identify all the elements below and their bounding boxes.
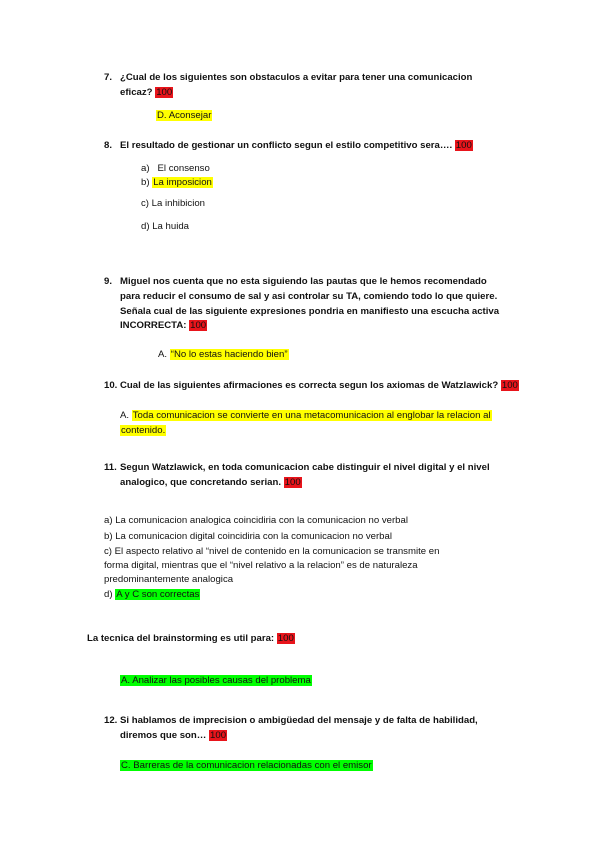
answer-prefix: A. (120, 410, 130, 421)
option-text: La huida (152, 221, 190, 232)
q9-line1 (104, 275, 487, 288)
q8-option-a (141, 162, 210, 175)
brainstorm-text: La tecnica del brainstorming es util para: (87, 633, 275, 644)
q8-text: El resultado de gestionar un conflicto segun el estilo competitivo sera…. (120, 140, 453, 151)
q12-answer (120, 759, 373, 772)
q11-answer-highlight: A y C son correctas (116, 589, 200, 600)
q7-text: ¿Cual de los siguientes son obstaculos a evitar para tener una comunicacion (120, 72, 473, 83)
q7-answer-highlight: D. Aconsejar (157, 110, 212, 121)
option-letter: d) (141, 221, 150, 232)
q9-text: Miguel nos cuenta que no esta siguiendo las pautas que le hemos recomendado (120, 276, 487, 287)
option-letter: b) (141, 177, 150, 188)
answer-prefix: A. (158, 349, 168, 360)
q11-line2 (120, 476, 302, 489)
q11-text-2: analogico, que concretando serian. (120, 477, 281, 488)
q11-option-b: b) La comunicacion digital coincidiria con la comunicacion no verbal (104, 531, 392, 542)
q7-line1 (104, 71, 472, 84)
score-tag: 100 (277, 633, 294, 644)
q11-option-c-2: forma digital, mientras que el “nivel relativo a la relacion” es de naturaleza (104, 560, 418, 571)
q11-option-d (104, 588, 200, 601)
q10-answer-highlight: Toda comunicacion se convierte en una metacomunicacion al englobar la relacion al (132, 410, 491, 421)
option-letter: a) (141, 163, 150, 174)
q9-number: 9. (104, 276, 113, 287)
q11-number: 11. (104, 462, 117, 473)
q10-answer-line2 (120, 424, 166, 437)
q11-line1 (104, 461, 490, 474)
q11-option-c-3: predominantemente analogica (104, 574, 234, 585)
option-text-highlight: La imposicion (153, 177, 212, 188)
q12-line1 (104, 714, 478, 727)
q8-option-b (141, 176, 213, 189)
q12-text-2: diremos que son… (120, 730, 207, 741)
q8-number: 8. (104, 140, 113, 151)
q11-text: Segun Watzlawick, en toda comunicacion cabe distinguir el nivel digital y el nivel (120, 462, 490, 473)
q9-answer-highlight: “No lo estas haciendo bien” (170, 349, 288, 360)
q7-answer (156, 109, 212, 122)
q7-line2 (120, 86, 173, 99)
score-tag: 100 (284, 477, 301, 488)
q9-line4 (120, 319, 207, 332)
q10-answer-highlight-2: contenido. (121, 425, 166, 436)
q9-text-3: Señala cual de las siguiente expresiones pondria en manifiesto una escucha activa (120, 306, 500, 317)
option-text: La inhibicion (151, 198, 206, 209)
option-letter: c) (141, 198, 149, 209)
q7-number: 7. (104, 72, 113, 83)
q12-answer-highlight: C. Barreras de la comunicacion relacionadas con el emisor (121, 760, 372, 771)
score-tag: 100 (190, 320, 207, 331)
q8-option-c (141, 197, 205, 210)
brainstorm-answer (120, 674, 312, 687)
q9-line3 (120, 305, 499, 318)
q10-text: Cual de las siguientes afirmaciones es correcta segun los axiomas de Watzlawick? (120, 380, 499, 391)
brainstorm-answer-highlight: A. Analizar las posibles causas del problema (121, 675, 311, 686)
q11-option-a: a) La comunicacion analogica coincidiria con la comunicacion no verbal (104, 515, 408, 526)
q8-option-d (141, 220, 189, 233)
option-text: El consenso (157, 163, 210, 174)
option-letter: d) (104, 589, 113, 600)
score-tag: 100 (210, 730, 227, 741)
q10-answer-line1 (120, 409, 492, 422)
q11-option-c-1: c) El aspecto relativo al “nivel de contenido en la comunicacion se transmite en (104, 546, 440, 557)
q10-number: 10. (104, 380, 118, 391)
q7-text-2: eficaz? (120, 87, 153, 98)
q9-line2 (120, 290, 497, 303)
score-tag: 100 (455, 140, 472, 151)
q12-line2 (120, 729, 227, 742)
q9-answer (158, 348, 289, 361)
q8-line1 (104, 139, 473, 152)
score-tag: 100 (501, 380, 518, 391)
brainstorm-question (87, 632, 295, 645)
q12-number: 12. (104, 715, 118, 726)
score-tag: 100 (156, 87, 173, 98)
q9-text-2: para reducir el consumo de sal y asi controlar su TA, comiendo todo lo que quiere. (120, 291, 498, 302)
q12-text: Si hablamos de imprecision o ambigüedad del mensaje y de falta de habilidad, (120, 715, 478, 726)
q10-line1 (104, 379, 519, 392)
q9-text-4: INCORRECTA: (120, 320, 187, 331)
